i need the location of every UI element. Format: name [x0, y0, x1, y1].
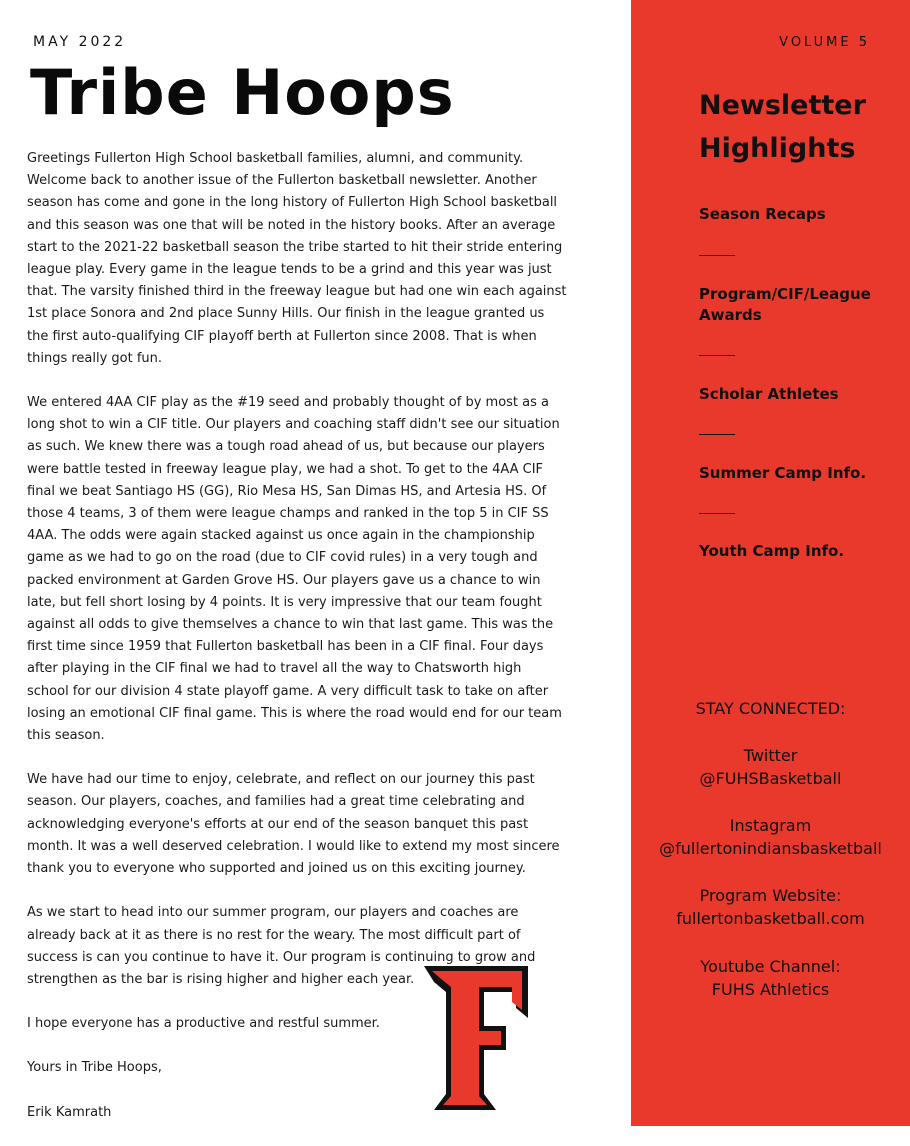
highlight-item: Program/CIF/League Awards — [699, 285, 871, 324]
connect-value: FUHS Athletics — [711, 980, 830, 999]
sidebar — [631, 0, 910, 1126]
connect-value: @FUHSBasketball — [699, 769, 842, 788]
connect-label: Program Website: — [699, 886, 842, 905]
paragraph-3: We have had our time to enjoy, celebrate, and reflect on our journey this past season. Our players, coaches, and families had a great time celebrating and acknowledging everyone's efforts at our end of the season banquet this past month. It was a well deserved celebration. I would like to extend my most sincere thank you to everyone who supported and joined us on this exciting journey. — [27, 772, 560, 877]
highlights-heading — [699, 84, 866, 170]
highlights-heading-line2: Highlights — [699, 133, 856, 164]
highlights-heading-line1: Newsletter — [699, 90, 866, 121]
stay-connected-heading: STAY CONNECTED: — [695, 699, 846, 718]
connect-value: fullertonbasketball.com — [676, 909, 865, 928]
paragraph-5: I hope everyone has a productive and restful summer. — [27, 1016, 380, 1032]
issue-date: MAY 2022 — [33, 34, 127, 50]
divider — [699, 255, 735, 256]
fullerton-f-logo-icon — [418, 962, 534, 1114]
connect-youtube — [631, 955, 910, 1001]
issue-volume: VOLUME 5 — [779, 35, 870, 50]
signature-name: Erik Kamrath — [27, 1104, 112, 1120]
highlight-item: Summer Camp Info. — [699, 464, 867, 482]
connect-instagram — [631, 814, 910, 860]
highlight-item: Scholar Athletes — [699, 385, 839, 403]
newsletter-title: Tribe Hoops — [30, 56, 455, 129]
divider — [699, 513, 735, 514]
connect-label: Youtube Channel: — [700, 957, 841, 976]
connect-label: Instagram — [729, 816, 812, 835]
highlight-item: Season Recaps — [699, 205, 826, 223]
divider — [699, 355, 735, 356]
connect-value: @fullertonindiansbasketball — [659, 839, 882, 858]
paragraph-2: We entered 4AA CIF play as the #19 seed and probably thought of by most as a long shot to win a CIF title. Our players and coaching staff didn't see our situation as such. We knew there was a tough road ahead of us, but because our players were battle tested in freeway league play, we had a shot. To get to the 4AA CIF final we beat Santiago HS (GG), Rio Mesa HS, San Dimas HS, and Artesia HS. Of those 4 teams, 3 of them were league champs and ranked in the top 5 in CIF SS 4AA. The odds were again stacked against us once again in the championship game as we had to go on the road (due to CIF covid rules) in a very tough and packed environment at Garden Grove HS. Our players gave us a chance to win late, but fell short losing by 4 points. It is very impressive that our team fought against all odds to give themselves a chance to win that last game. This was the first time since 1959 that Fullerton basketball has been in a CIF final. Four days after playing in the CIF final we had to travel all the way to Chatsworth high school for our division 4 state playoff game. A very difficult task to take on after losing an emotional CIF final game. This is where the road would end for our team this season. — [27, 395, 562, 744]
divider — [699, 434, 735, 435]
connect-website — [631, 884, 910, 930]
paragraph-1: Greetings Fullerton High School basketball families, alumni, and community. Welcome back to another issue of the Fullerton basketball newsletter. Another season has come and gone in the long history of Fullerton High School basketball and this season was one that will be noted in the history books. After an average start to the 2021-22 basketball season the tribe started to hit their stride entering league play. Every game in the league tends to be a grind and this year was just that. The varsity finished third in the freeway league but had one win each against 1st place Sonora and 2nd place Sunny Hills. Our finish in the league granted us the first auto-qualifying CIF playoff berth at Fullerton since 2008. That is when things really got fun. — [27, 151, 567, 366]
closing: Yours in Tribe Hoops, — [27, 1060, 162, 1076]
paragraph-4: As we start to head into our summer program, our players and coaches are already back at it as there is no rest for the weary. The most difficult part of success is can you continue to have it. Our program is continuing to grow and strengthen as the bar is rising higher and higher each year. — [27, 905, 536, 987]
highlight-item: Youth Camp Info. — [699, 542, 845, 560]
connect-twitter — [631, 744, 910, 790]
connect-label: Twitter — [743, 746, 798, 765]
